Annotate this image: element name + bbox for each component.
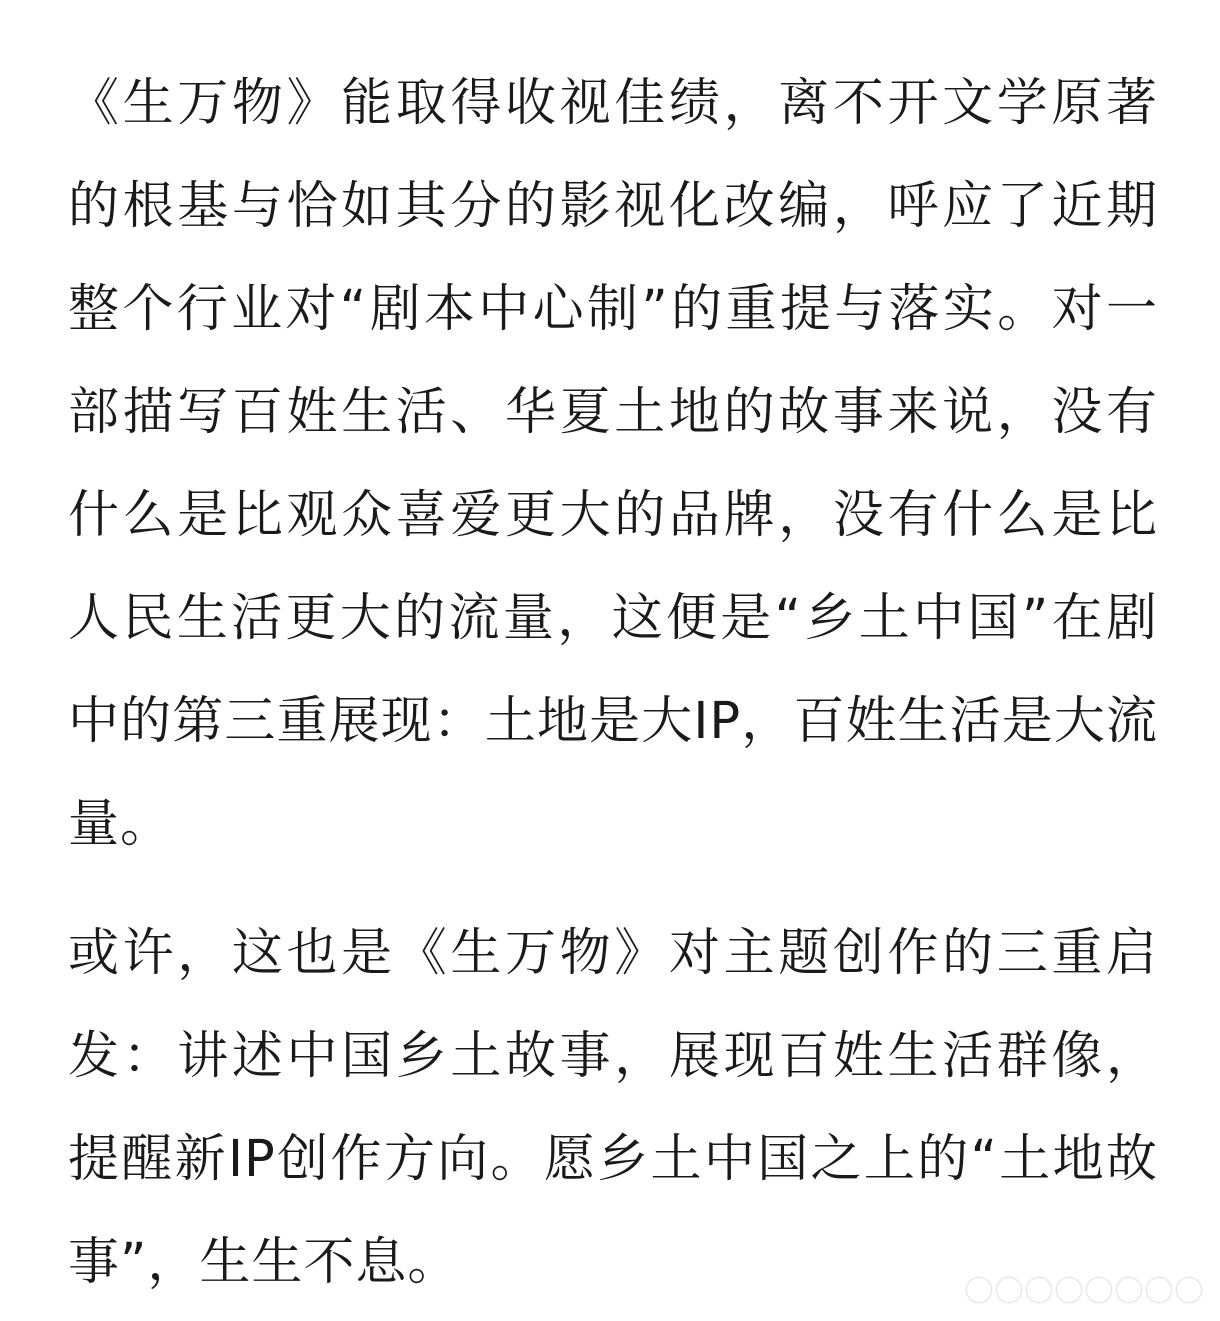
- watermark-dot: [1086, 1277, 1112, 1303]
- watermark-dot: [996, 1277, 1022, 1303]
- paragraph-1: 《生万物》能取得收视佳绩，离不开文学原著的根基与恰如其分的影视化改编，呼应了近期整个行业对“剧本中心制”的重提与落实。对一部描写百姓生活、华夏土地的故事来说，没有什么是比观众喜爱更大的品牌，没有什么是比人民生活更大的流量，这便是“乡土中国”在剧中的第三重展现：土地是大IP，百姓生活是大流量。: [68, 74, 1158, 854]
- watermark-dot: [1056, 1277, 1082, 1303]
- watermark-dot: [966, 1277, 992, 1303]
- watermark-dot: [1176, 1277, 1202, 1303]
- watermark-dot: [1026, 1277, 1052, 1303]
- watermark-dots: [966, 1277, 1202, 1303]
- paragraph-2: 或许，这也是《生万物》对主题创作的三重启发：讲述中国乡土故事，展现百姓生活群像，提醒新IP创作方向。愿乡土中国之上的“土地故事”，生生不息。: [68, 924, 1158, 1292]
- watermark-dot: [1146, 1277, 1172, 1303]
- article-body: [68, 52, 1158, 1314]
- watermark-dot: [1116, 1277, 1142, 1303]
